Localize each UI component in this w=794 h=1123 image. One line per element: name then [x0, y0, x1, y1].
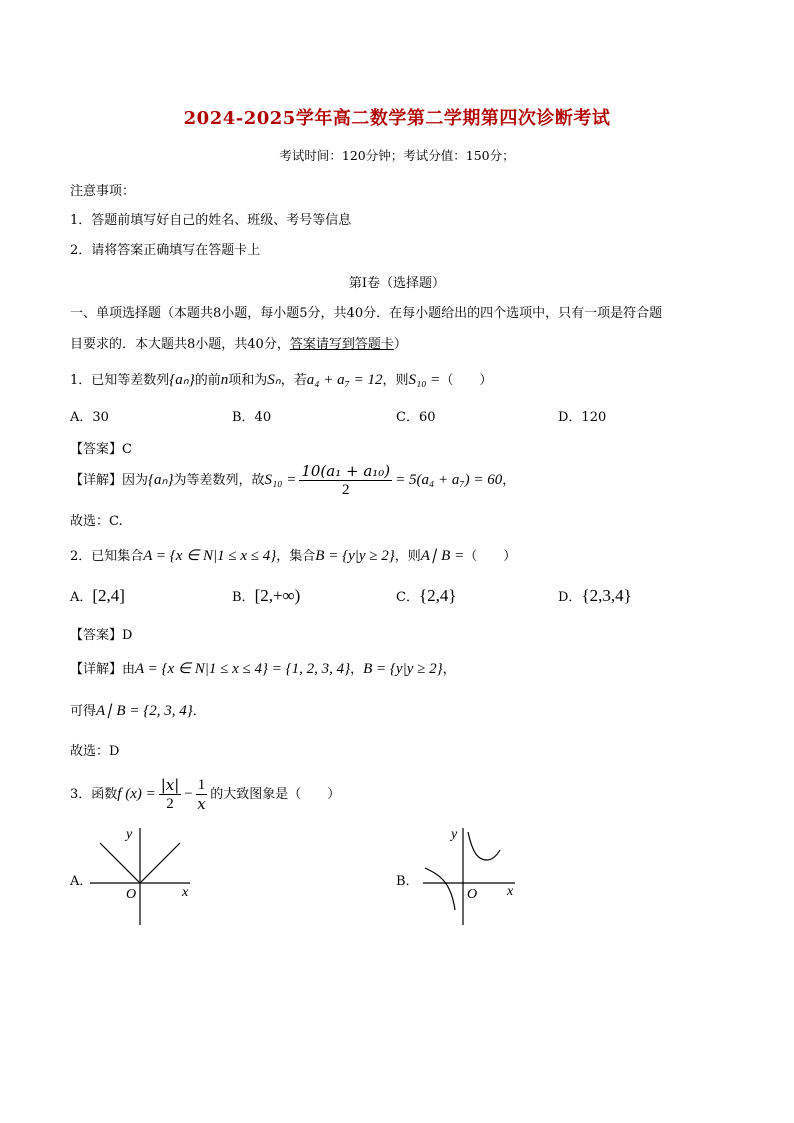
q2-detail-end: ，	[442, 662, 456, 677]
q1-detail-end: ，	[502, 473, 516, 488]
q1-answer: 【答案】C	[70, 442, 132, 457]
q3-graph-b	[415, 820, 525, 930]
q1-frac-denominator: 2	[341, 482, 350, 498]
q2-option-c	[396, 586, 457, 606]
section-intro-line-1: 一、单项选择题（本题共8小题，每小题5分，共40分．在每小题给出的四个选项中，只有一项是符合题	[70, 306, 663, 321]
intro-underlined: 答案请写到答题卡	[289, 337, 394, 352]
q2-answer: 【答案】D	[70, 628, 133, 643]
q2-option-c-label: C．	[396, 590, 419, 605]
q1-mid2: 项和为	[228, 373, 268, 388]
q3-fraction-2	[196, 776, 208, 813]
q1-option-c: C．60	[396, 410, 436, 425]
q1-mid3: ，若	[280, 373, 307, 388]
intro-text: 目要求的．本大题共8小题，共40分，	[70, 337, 290, 352]
q1-seq: {aₙ}	[169, 372, 195, 388]
notes-item-2: 2．请将答案正确填写在答题卡上	[70, 243, 261, 258]
q1-detail-lhs: S₁₀ =	[264, 472, 297, 488]
q1-ask: S₁₀ =	[408, 372, 441, 388]
q2-line2-math: A∣ B = {2, 3, 4}	[96, 703, 193, 719]
q2-detail	[70, 658, 456, 678]
q2-option-d-value: {2,3,4}	[581, 586, 632, 605]
q1-cond: a₄ + a₇ = 12	[306, 372, 383, 388]
q3-fraction-1	[159, 776, 182, 813]
q2-option-b-value: [2,+∞)	[254, 586, 301, 605]
q2-mid2: ，则	[394, 549, 421, 564]
q2-detail-comma: ，	[350, 662, 364, 677]
q1-option-b: B．40	[232, 410, 272, 425]
q1-option-a: A．30	[70, 410, 109, 425]
q2-detail-a: A = {x ∈ N|1 ≤ x ≤ 4} = {1, 2, 3, 4}	[135, 661, 351, 677]
q2-conclusion: 故选：D	[70, 744, 120, 759]
q3-frac1-denominator: 2	[166, 796, 174, 812]
q2-detail-label: 【详解】由	[70, 662, 136, 677]
q1-prefix: 1．已知等差数列	[70, 373, 170, 388]
question-3	[70, 776, 340, 813]
q2-tail: （ ）	[464, 549, 517, 564]
q2-option-a-label: A．	[70, 590, 93, 605]
section-title: 第I卷（选择题）	[348, 276, 446, 291]
section-intro-line-2	[70, 333, 407, 352]
graph-b-right-branch	[468, 832, 500, 860]
graph-b-origin: O	[467, 887, 478, 902]
q2-detail-b: B = {y|y ≥ 2}	[363, 661, 443, 677]
q2-option-a	[70, 586, 125, 606]
q3-frac2-denominator: x	[197, 795, 206, 813]
q2-mid: ，集合	[276, 549, 316, 564]
q2-option-c-value: {2,4}	[418, 586, 457, 605]
notes-heading: 注意事项：	[70, 184, 136, 199]
graph-b-x-label: x	[507, 884, 514, 899]
q3-fx: f (x) =	[117, 786, 156, 802]
q1-n: n	[220, 372, 229, 388]
q2-option-d-label: D．	[558, 590, 582, 605]
q1-mid4: ，则	[382, 373, 409, 388]
notes-item-1: 1．答题前填写好自己的姓名、班级、考号等信息	[70, 213, 352, 228]
q1-option-d: D．120	[558, 410, 607, 425]
q2-option-b	[232, 586, 300, 606]
q3-option-a-label: A．	[70, 874, 93, 889]
q2-detail-line-2	[70, 700, 206, 720]
graph-b-y-label: y	[451, 827, 458, 842]
q1-mid1: 的前	[194, 373, 221, 388]
q3-frac1-numerator: |x|	[160, 776, 180, 794]
q2-prefix: 2．已知集合	[70, 549, 144, 564]
q1-detail-seq: {aₙ}	[148, 472, 174, 488]
q3-minus: −	[184, 786, 193, 802]
graph-a-y-label: y	[126, 827, 133, 842]
q1-detail-label: 【详解】因为	[70, 473, 149, 488]
exam-info: 考试时间：120分钟；考试分值：150分；	[279, 148, 515, 163]
q2-option-a-value: [2,4]	[92, 586, 125, 605]
q2-line2-prefix: 可得	[70, 704, 97, 719]
q2-line2-end: ．	[192, 704, 206, 719]
q2-option-b-label: B．	[232, 590, 255, 605]
q1-detail	[70, 462, 515, 499]
q2-set-b: B = {y|y ≥ 2}	[315, 548, 395, 564]
question-1	[70, 369, 492, 389]
q3-prefix: 3．函数	[70, 787, 118, 802]
graph-b-left-branch	[425, 868, 455, 910]
q1-frac-numerator: 10(a₁ + a₁₀)	[301, 462, 391, 480]
question-2	[70, 545, 516, 565]
page-title: 2024-2025学年高二数学第二学期第四次诊断考试	[183, 108, 611, 129]
q2-option-d	[558, 586, 632, 606]
q3-option-b-label: B．	[396, 874, 419, 889]
q3-graph-a	[90, 820, 200, 930]
intro-close: ）	[393, 337, 407, 352]
q1-conclusion: 故选：C.	[70, 514, 123, 529]
q3-frac2-numerator: 1	[197, 777, 206, 793]
q1-detail-rhs: = 5(a₄ + a₇) = 60	[395, 472, 503, 488]
q3-tail: 的大致图象是（ ）	[210, 787, 341, 802]
q2-set-a: A = {x ∈ N|1 ≤ x ≤ 4}	[143, 548, 277, 564]
q2-ask: A∣ B =	[420, 548, 465, 564]
q1-detail-mid: 为等差数列，故	[173, 473, 265, 488]
graph-a-origin: O	[126, 887, 137, 902]
graph-a-x-label: x	[182, 885, 189, 900]
q1-detail-fraction	[299, 462, 392, 499]
q1-sn: Sₙ	[267, 372, 281, 388]
q1-tail: （ ）	[440, 373, 493, 388]
